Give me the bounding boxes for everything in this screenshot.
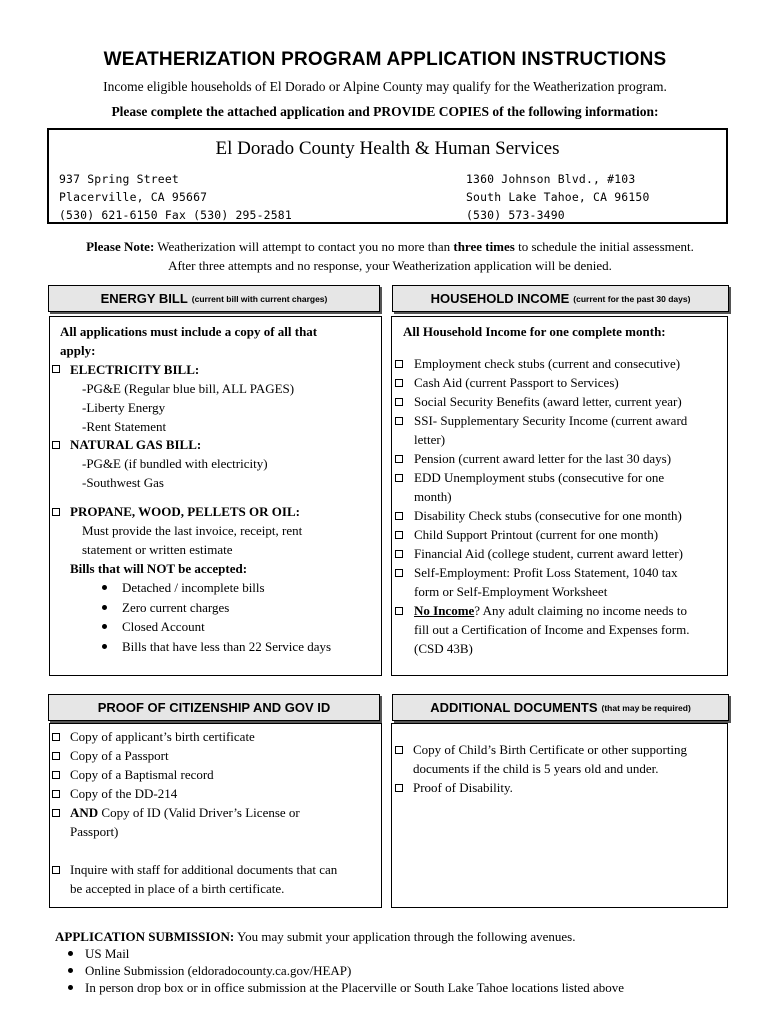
bullet-icon xyxy=(102,605,107,610)
list-item: In person drop box or in office submission at the Placerville or South Lake Tahoe locations listed above xyxy=(85,980,625,995)
list-item: Disability Check stubs (consecutive for one month) xyxy=(414,508,682,523)
bullet-icon xyxy=(68,968,73,973)
checkbox[interactable] xyxy=(52,733,60,741)
energy-header-note: (current bill with current charges) xyxy=(191,293,328,304)
list-item: Online Submission (eldoradocounty.ca.gov/HEAP) xyxy=(85,963,352,978)
list-item: -PG&E (Regular blue bill, ALL PAGES) xyxy=(82,381,295,396)
agency-name: El Dorado County Health & Human Services xyxy=(215,138,560,159)
income-header-note: (current for the past 30 days) xyxy=(573,293,691,304)
list-item: Copy of Child’s Birth Certificate or other supporting xyxy=(413,742,688,757)
energy-bill-header xyxy=(48,285,380,312)
submission-text: You may submit your application through the following avenues. xyxy=(234,929,576,944)
list-item: Zero current charges xyxy=(122,600,230,615)
energy-bill-box xyxy=(49,316,382,676)
note-label: Please Note: xyxy=(86,239,155,254)
checkbox[interactable] xyxy=(395,455,403,463)
list-item: Detached / incomplete bills xyxy=(122,580,265,595)
no-income-label: No Income xyxy=(414,603,475,618)
checkbox[interactable] xyxy=(395,531,403,539)
list-item: Social Security Benefits (award letter, current year) xyxy=(414,394,682,409)
additional-header-note: (that may be required) xyxy=(601,702,691,713)
additional-header-label: ADDITIONAL DOCUMENTS xyxy=(430,700,598,715)
checkbox[interactable] xyxy=(395,784,403,792)
list-item: Financial Aid (college student, current award letter) xyxy=(414,546,683,561)
list-item-continued: documents if the child is 5 years old and under. xyxy=(413,761,659,776)
bullet-icon xyxy=(102,644,107,649)
checkbox[interactable] xyxy=(395,360,403,368)
list-item: Copy of ID (Valid Driver’s License or xyxy=(98,805,300,820)
address-line: Placerville, CA 95667 xyxy=(59,190,208,204)
list-item: Self-Employment: Profit Loss Statement, 1040 tax xyxy=(414,565,678,580)
instructions-text: Please complete the attached application and PROVIDE COPIES of the following information: xyxy=(111,104,659,119)
checkbox[interactable] xyxy=(395,607,403,615)
address-line: 1360 Johnson Blvd., #103 xyxy=(466,172,636,186)
list-item-continued: form or Self-Employment Worksheet xyxy=(414,584,608,599)
checkbox[interactable] xyxy=(52,508,60,516)
list-item-continued: letter) xyxy=(414,432,446,447)
list-item-continued: month) xyxy=(414,489,452,504)
bullet-icon xyxy=(68,951,73,956)
list-item: Pension (current award letter for the last 30 days) xyxy=(414,451,672,466)
intro-text: Income eligible households of El Dorado or Alpine County may qualify for the Weatherization program. xyxy=(103,79,667,94)
list-item: Child Support Printout (current for one month) xyxy=(414,527,659,542)
address-line: (530) 573-3490 xyxy=(466,208,565,222)
list-item: Employment check stubs (current and consecutive) xyxy=(414,356,681,371)
submission-label: APPLICATION SUBMISSION: xyxy=(55,929,235,944)
list-item: Copy of a Passport xyxy=(70,748,169,763)
additional-documents-header xyxy=(392,694,729,721)
list-item: Copy of applicant’s birth certificate xyxy=(70,729,255,744)
bullet-icon xyxy=(68,985,73,990)
list-item: -Rent Statement xyxy=(82,419,167,434)
checkbox[interactable] xyxy=(395,746,403,754)
income-intro: All Household Income for one complete month: xyxy=(403,324,666,339)
list-item: Bills that have less than 22 Service days xyxy=(122,639,332,654)
citizenship-header xyxy=(48,694,380,721)
list-item: Copy of a Baptismal record xyxy=(70,767,214,782)
additional-documents-box xyxy=(391,723,728,908)
checkbox[interactable] xyxy=(395,417,403,425)
propane-text: Must provide the last invoice, receipt, rent xyxy=(82,523,303,538)
agency-box xyxy=(47,128,728,224)
energy-intro: apply: xyxy=(60,343,96,358)
propane-label: PROPANE, WOOD, PELLETS OR OIL: xyxy=(70,504,300,519)
note-text: to schedule the initial assessment. xyxy=(514,239,694,254)
checkbox[interactable] xyxy=(52,790,60,798)
placerville-address xyxy=(59,170,292,224)
and-label: AND xyxy=(70,805,99,820)
list-item: -Liberty Energy xyxy=(82,400,166,415)
citizenship-header-label: PROOF OF CITIZENSHIP AND GOV ID xyxy=(97,700,331,715)
checkbox[interactable] xyxy=(52,752,60,760)
checkbox[interactable] xyxy=(395,474,403,482)
address-line: 937 Spring Street xyxy=(59,172,179,186)
checkbox[interactable] xyxy=(395,512,403,520)
list-item-continued: Passport) xyxy=(70,824,119,839)
address-line: South Lake Tahoe, CA 96150 xyxy=(466,190,650,204)
household-income-box xyxy=(391,316,728,676)
page-title: WEATHERIZATION PROGRAM APPLICATION INSTRUCTIONS xyxy=(103,49,667,70)
please-note xyxy=(50,237,730,275)
citizenship-box xyxy=(49,723,382,908)
list-item: SSI- Supplementary Security Income (current award xyxy=(414,413,688,428)
note-text: Weatherization will attempt to contact you no more than xyxy=(154,239,454,254)
list-item-continued: be accepted in place of a birth certificate. xyxy=(70,881,285,896)
checkbox[interactable] xyxy=(395,379,403,387)
checkbox[interactable] xyxy=(52,809,60,817)
bullet-icon xyxy=(102,624,107,629)
application-submission xyxy=(55,927,755,997)
energy-intro: All applications must include a copy of all that xyxy=(60,324,318,339)
note-line-2: After three attempts and no response, your Weatherization application will be denied. xyxy=(168,258,612,273)
list-item: Copy of the DD-214 xyxy=(70,786,178,801)
address-line: (530) 621-6150 Fax (530) 295-2581 xyxy=(59,208,292,222)
list-item: -PG&E (if bundled with electricity) xyxy=(82,456,268,471)
no-income-text: ? Any adult claiming no income needs to xyxy=(474,603,687,618)
gas-label: NATURAL GAS BILL: xyxy=(70,437,202,452)
checkbox[interactable] xyxy=(52,365,60,373)
checkbox[interactable] xyxy=(52,866,60,874)
checkbox[interactable] xyxy=(395,398,403,406)
checkbox[interactable] xyxy=(395,550,403,558)
income-header-label: HOUSEHOLD INCOME xyxy=(430,291,570,306)
list-item: Inquire with staff for additional documents that can xyxy=(70,862,338,877)
household-income-header xyxy=(392,285,729,312)
list-item: Proof of Disability. xyxy=(413,780,513,795)
energy-header-label: ENERGY BILL xyxy=(100,291,188,306)
no-income-text: fill out a Certification of Income and Expenses form. xyxy=(414,622,690,637)
no-income-text: (CSD 43B) xyxy=(414,641,473,656)
list-item: -Southwest Gas xyxy=(82,475,164,490)
south-lake-tahoe-address xyxy=(466,170,650,224)
not-accepted-label: Bills that will NOT be accepted: xyxy=(70,561,248,576)
checkbox[interactable] xyxy=(52,771,60,779)
list-item: US Mail xyxy=(85,946,130,961)
propane-text: statement or written estimate xyxy=(82,542,233,557)
checkbox[interactable] xyxy=(395,569,403,577)
note-bold: three times xyxy=(453,239,515,254)
list-item: Cash Aid (current Passport to Services) xyxy=(414,375,619,390)
bullet-icon xyxy=(102,585,107,590)
list-item: EDD Unemployment stubs (consecutive for one xyxy=(414,470,665,485)
electricity-label: ELECTRICITY BILL: xyxy=(70,362,200,377)
checkbox[interactable] xyxy=(52,441,60,449)
list-item: Closed Account xyxy=(122,619,205,634)
